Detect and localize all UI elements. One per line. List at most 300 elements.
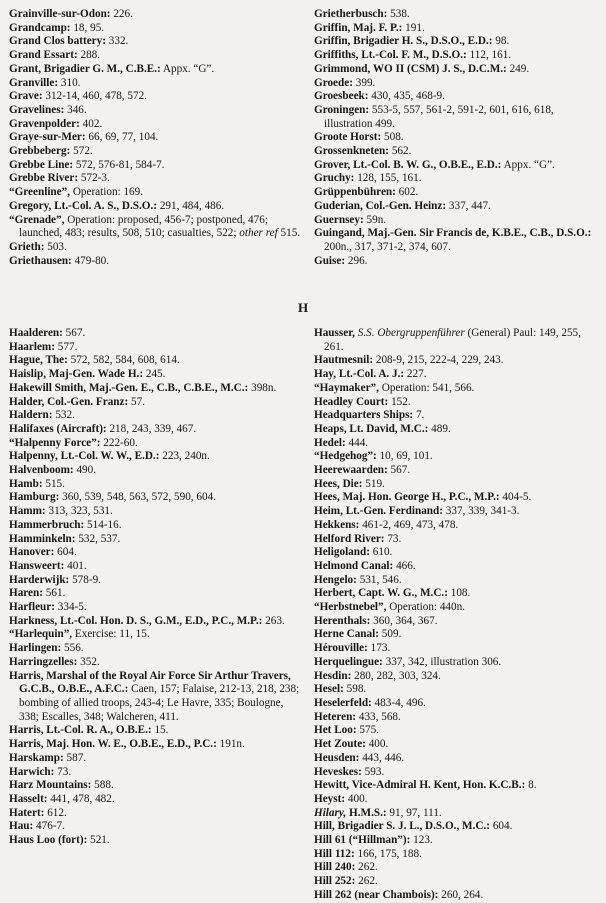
index-entry-rest: 402. [79,117,103,130]
index-entry-rest: 572-3. [78,172,110,185]
index-entry-hw: Harfleur: [9,601,55,614]
index-entry-hw: Grover, Lt.-Col. B. W. G., O.B.E., E.D.: [314,158,502,171]
index-entry [9,628,305,642]
index-entry-rest: 245. [143,368,166,381]
index-entry-hw: Griethausen: [9,254,72,267]
index-entry [314,848,602,862]
index-entry [314,478,602,492]
index-entry [314,172,602,186]
index-entry-hw: Gruchy: [314,172,355,185]
index-entry-hw: Harlingen: [9,642,62,655]
index-entry [314,104,602,131]
index-entry-rest2: (General) Paul: 149, 255, 261. [324,327,581,353]
index-entry-rest: 191. [402,21,425,34]
index-entry-rest: 483-4, 496. [371,696,426,709]
index-entry-hw: Griffiths, Lt.-Col. F. M., D.S.O.: [314,49,467,62]
index-entry [9,491,305,505]
index-entry-rest: Exercise: 11, 15. [72,628,150,641]
index-entry-rest: 441, 478, 482. [47,792,115,805]
index-entry-hw: Grieth: [9,240,45,253]
index-entry-rest: 291, 484, 486. [157,199,225,212]
index-entry [314,200,602,214]
index-entry-hw: Hedel: [314,436,346,449]
index-entry [9,766,305,780]
index-entry-rest: 262. [355,875,378,888]
index-entry-rest: 556. [61,642,84,655]
index-entry-hw: Heim, Lt.-Gen. Ferdinand: [314,505,443,518]
index-entry [9,450,305,464]
index-entry-rest: 8. [525,779,537,792]
index-entry [314,628,602,642]
index-entry-hw: Haldern: [9,409,53,422]
index-entry-hw: Hau: [9,820,34,833]
index-entry-hw: Heaps, Lt. David, M.C.: [314,422,429,435]
index-entry [9,90,305,104]
index-entry [9,368,305,382]
index-entry-rest: 577. [54,340,78,353]
index-column-top-left [9,8,305,268]
index-entry-rest: 360, 539, 548, 563, 572, 590, 604. [59,491,216,504]
index-entry-rest: 173. [367,642,391,655]
index-entry-rest: 604. [490,820,513,833]
index-entry [314,368,602,382]
index-entry-hw: Hamburg: [9,491,60,504]
index-entry-rest: 509. [378,628,402,641]
index-entry-hw: Gravenpolder: [9,117,80,130]
index-entry-rest: 430, 435, 468-9. [368,90,445,103]
index-entry-rest: 208-9, 215, 222-4, 229, 243. [373,354,504,367]
index-entry-hw: “Hedgehog”: [314,450,377,463]
index-entry-hw: Het Zoute: [314,738,366,751]
index-entry-hw: Gravelines: [9,103,65,116]
index-entry [9,63,305,77]
index-entry [314,8,602,22]
index-entry-rest: 567. [62,327,86,339]
index-entry-hw: Hague, The: [9,354,68,367]
index-entry-rest: 572, 576-81, 584-7. [73,158,165,171]
index-entry-rest: 398n. [248,381,277,394]
index-entry-rest: 191n. [216,738,245,751]
index-entry [9,35,305,49]
index-entry-hw: Hewitt, Vice-Admiral H. Kent, Hon. K.C.B.: [314,779,526,792]
index-entry-hw: Grüppenbühren: [314,186,396,199]
index-entry-hw: Hekkens: [314,518,360,531]
index-entry-hw: Hees, Die: [314,477,363,490]
index-entry-rest: 59n. [363,213,387,226]
index-entry-hw: Heyst: [314,792,346,805]
index-entry-hw: Hesdin: [314,669,352,682]
index-entry [314,437,602,451]
index-entry-hw: Gregory, Lt.-Col. A. S., D.S.O.: [9,199,158,212]
index-entry-rest: 404-5. [499,491,532,504]
index-entry-hw: Grietherbusch: [314,8,388,20]
index-entry-rest: 602. [395,186,419,199]
index-entry-rest: 98. [492,35,510,48]
index-entry [9,615,305,629]
index-entry-hw: Guingand, Maj.-Gen. Sir Francis de, K.B.E., C.B., D.S.O.: [314,227,592,240]
index-entry-hw: Hautmesnil: [314,354,374,367]
index-entry-hw: Halvenboom: [9,464,74,477]
index-entry-hw: Hamb: [9,477,43,490]
index-entry-hw: Hill 262 (near Chambois): [314,888,439,901]
index-entry [314,186,602,200]
index-entry [9,437,305,451]
index-entry-hw: Heselerfeld: [314,696,372,709]
index-entry-rest: 227. [404,368,427,381]
index-entry-hw: Hill, Brigadier S. J. L., D.S.O., M.C.: [314,820,491,833]
index-entry-rest: 578-9. [69,573,101,586]
index-entry-rest: 18, 95. [70,21,105,34]
index-entry-rest: 360, 364, 367. [370,614,438,627]
index-entry-hw: Hausser, [314,327,355,339]
index-entry-hw: Hill 252: [314,875,356,888]
index-entry-rest: Appx. “G”. [160,62,215,75]
index-entry-hw: Herbert, Capt. W. G., M.C.: [314,587,448,600]
index-entry-rest: 587. [63,751,87,764]
index-entry-rest: 572. [70,145,93,158]
index-entry [9,341,305,355]
index-entry-hw: Grainville-sur-Odon: [9,8,111,20]
index-entry-hw: Harz Mountains: [9,779,92,792]
index-entry [314,889,602,903]
index-entry-rest: 400. [345,792,368,805]
index-entry-rest: Caen, 157; Falaise, 212-13, 218, 238; bombing of allied troops, 243-4; Le Havre, 335; Boulogne, 338; Escalles, 348; Walcheren, 411. [19,683,300,723]
index-entry [9,200,305,214]
index-entry [9,49,305,63]
index-entry-rest: 108. [447,587,471,600]
index-entry-rest: 521. [87,834,110,847]
index-entry [9,752,305,766]
index-entry-hw: Hill 61 (“Hillman”): [314,834,411,847]
index-entry-rest: 226. [110,8,133,20]
index-entry-hw: “Herbstnebel”, [314,601,387,614]
index-entry-hw: Hay, Lt.-Col. A. J.: [314,368,405,381]
index-entry-hw: Hill 240: [314,861,356,874]
index-entry-hw: Hamminkeln: [9,532,76,545]
index-entry [314,491,602,505]
index-entry-hw: Grebbe River: [9,172,79,185]
index-entry-hw: Heveskes: [314,765,362,778]
index-entry-hw: Hamm: [9,505,46,518]
index-entry [314,779,602,793]
index-entry [9,738,305,752]
index-entry-rest: 223, 240n. [159,450,210,463]
index-entry [314,354,602,368]
index-column-top-right [314,8,602,268]
index-entry-rest: 562. [389,145,412,158]
index-entry-rest: 598. [343,683,367,696]
index-entry [9,670,305,725]
index-entry-hw: Guise: [314,254,346,267]
index-entry [314,560,602,574]
index-entry-rest: 461-2, 469, 473, 478. [359,518,459,531]
index-entry-rest: 57. [128,395,145,408]
index-entry-rest: 490. [73,464,97,477]
index-entry-hw: Harringzelles: [9,655,78,668]
index-entry-hw: “Harlequin”, [9,628,73,641]
index-entry-rest: 249. [506,62,530,75]
index-entry [9,382,305,396]
index-entry-rest: 561. [42,587,66,600]
index-entry-hw: Hengelo: [314,573,357,586]
index-entry-hw: Guderian, Col.-Gen. Heinz: [314,199,447,212]
index-entry-hw: Hatert: [9,806,45,819]
index-entry-rest: 532. [52,409,75,422]
index-entry-hw: Heteren: [314,710,357,723]
index-entry [314,90,602,104]
index-entry [9,255,305,269]
index-entry-rest: 312-14, 460, 478, 572. [42,90,147,103]
index-entry-rest: 73. [384,532,402,545]
index-entry [314,63,602,77]
index-entry [314,861,602,875]
index-entry [314,423,602,437]
index-entry [314,683,602,697]
index-entry-hw: Grebbeberg: [9,145,71,158]
index-entry [9,546,305,560]
index-entry-rest: 508. [381,131,404,144]
index-entry-rest: 152. [388,395,411,408]
index-entry [314,35,602,49]
index-entry-rest: 479-80. [71,254,110,267]
index-entry-hw: Harkness, Lt.-Col. Hon. D. S., G.M., E.D., P.C., M.P.: [9,614,263,627]
index-entry [9,241,305,255]
index-entry-hw: Grant, Brigadier G. M., C.B.E.: [9,62,161,75]
index-entry-hw: Haarlem: [9,340,55,353]
index-entry [314,711,602,725]
index-entry-rest: 260, 264. [438,888,484,901]
index-entry-rest2: 515. [277,227,301,240]
index-entry [314,464,602,478]
index-entry-rest: 313, 323, 531. [45,505,113,518]
index-entry-hw: Grossenkneten: [314,145,390,158]
index-entry [314,546,602,560]
index-entry [9,77,305,91]
index-entry-hw: Harris, Marshal of the Royal Air Force Sir Arthur Travers, G.C.B., O.B.E., A.F.C.: [9,669,291,696]
index-entry-rest: 288. [77,49,101,62]
index-entry [9,656,305,670]
index-entry-hw: Harwich: [9,765,55,778]
index-entry-rest: 519. [362,477,385,490]
index-entry [9,820,305,834]
index-entry-rest: 73. [54,765,72,778]
index-entry [9,396,305,410]
index-entry-hw: Hammerbruch: [9,518,85,531]
index-entry [9,8,305,22]
index-entry-hw: Groede: [314,76,353,89]
index-entry-rest: 593. [361,765,385,778]
index-entry-rest: Operation: 440n. [386,601,466,614]
index-entry [9,327,305,341]
index-entry-rest: 532, 537. [75,532,121,545]
index-entry [9,601,305,615]
index-entry [314,327,602,354]
index-entry [314,396,602,410]
index-entry [314,77,602,91]
index-entry-hw: Grandcamp: [9,21,71,34]
index-entry-rest: 567. [387,464,411,477]
index-entry-hw: Haus Loo (fort): [9,834,88,847]
index-entry [314,766,602,780]
index-entry [9,131,305,145]
index-entry [9,159,305,173]
index-entry [9,214,305,241]
index-entry-rest: 399. [352,76,376,89]
index-entry [9,145,305,159]
index-entry [9,519,305,533]
index-entry-hw: Griffin, Brigadier H. S., D.S.O., E.D.: [314,35,493,48]
index-entry-rest: 91, 97, 111. [386,806,442,819]
index-entry-hw: Herenthals: [314,614,371,627]
index-entry-hw: “Greenline”, [9,186,71,199]
index-entry [9,793,305,807]
index-entry-rest: 466. [393,559,416,572]
index-entry-rest: 200n., 317, 371-2, 374, 607. [324,240,451,253]
index-entry [9,505,305,519]
index-entry-hw: Grand Essart: [9,49,78,62]
index-entry [9,779,305,793]
index-entry-rest: 296. [345,254,368,267]
index-entry-rest: 476-7. [33,820,65,833]
index-entry [314,793,602,807]
index-entry-rest: 514-16. [84,518,122,531]
index-entry-rest: 531, 546. [356,573,402,586]
index-entry [9,172,305,186]
index-entry [314,159,602,173]
index-entry-hw: “Halpenny Force”: [9,436,101,449]
index-entry [9,724,305,738]
index-entry [314,820,602,834]
index-entry [9,478,305,492]
index-entry [314,834,602,848]
index-entry-hw: Heusden: [314,751,360,764]
index-entry-hw: Het Loo: [314,724,357,737]
index-entry-rest: 280, 282, 303, 324. [351,669,441,682]
index-entry [314,382,602,396]
index-entry [9,807,305,821]
index-entry [9,574,305,588]
index-entry [314,450,602,464]
index-entry [9,560,305,574]
index-entry-hw: Harris, Maj. Hon. W. E., O.B.E., E.D., P.C.: [9,738,217,751]
index-entry [9,423,305,437]
index-entry-rest: 222-60. [100,436,138,449]
index-entry-rest: Operation: proposed, 456-7; postponed, 476; launched, 483; results, 508, 510; casualties, 522; [19,213,268,240]
index-entry-hw: Herne Canal: [314,628,379,641]
index-entry-rest: 346. [64,103,87,116]
index-entry [314,574,602,588]
index-entry-hw: Helford River: [314,532,385,545]
index-entry [314,49,602,63]
index-entry [9,104,305,118]
index-entry [314,724,602,738]
index-entry-hw: Grave: [9,90,43,103]
index-entry-hw: “Grenade”, [9,213,65,226]
index-entry-hw: Heerewaarden: [314,464,388,477]
index-entry [9,533,305,547]
index-column-h-left [9,327,305,848]
index-entry-hw: Hesel: [314,683,344,696]
index-entry-rest: 610. [369,546,393,559]
index-entry-hw: “Haymaker”, [314,381,379,394]
index-entry-rest: 66, 69, 77, 104. [85,131,159,144]
index-entry [314,131,602,145]
index-entry [314,533,602,547]
index-column-h-right [314,327,602,903]
index-entry-rest: 588. [91,779,114,792]
index-entry-hw: Halpenny, Lt.-Col. W. W., E.D.: [9,450,160,463]
index-entry [9,464,305,478]
index-entry-hw: Harris, Lt.-Col. R. A., O.B.E.: [9,724,152,737]
index-entry [314,409,602,423]
index-entry-hw: Griffin, Maj. F. P.: [314,21,403,34]
index-entry-hw: Halifaxes (Aircraft): [9,422,107,435]
index-entry-rest: 10, 69, 101. [376,450,433,463]
index-entry-rest: 166, 175, 188. [354,847,422,860]
index-entry-hwIt: Hilary, [314,806,347,819]
index-entry-rest: Appx. “G”. [501,158,555,171]
index-entry-rest: 332. [105,35,129,48]
index-entry-rest: 334-5. [54,601,87,614]
index-entry [9,409,305,423]
index-entry-rest: 444. [345,436,369,449]
index-entry-hw: Hérouville: [314,642,368,655]
index-entry-rest: 218, 243, 339, 467. [106,422,197,435]
index-entry [9,22,305,36]
index-entry [9,118,305,132]
index-entry-rest: 352. [77,655,100,668]
index-entry-rest: 489. [428,422,451,435]
index-entry-hw: Headley Court: [314,395,389,408]
index-entry-rest: 123. [410,834,433,847]
index-entry-it: S.S. Obergruppenführer [354,327,465,339]
index-entry [9,186,305,200]
index-entry [314,738,602,752]
index-entry-rest: 337, 447. [446,199,491,212]
index-entry-hw: Hasselt: [9,792,48,805]
index-entry-hw: Groesbeek: [314,90,369,103]
index-entry-rest: Operation: 541, 566. [378,381,475,394]
index-entry [314,875,602,889]
index-entry-hw: Hansweert: [9,559,65,572]
index-entry-hw: Graye-sur-Mer: [9,131,86,144]
index-entry [9,354,305,368]
index-entry-rest: 263. [262,614,285,627]
index-entry [314,807,602,821]
index-entry-hw: Haislip, Maj-Gen. Wade H.: [9,368,144,381]
index-entry [314,145,602,159]
index-entry-rest: 515. [42,477,65,490]
index-entry [314,697,602,711]
index-entry-hw: Grand Clos battery: [9,35,106,48]
index-entry-rest: 401. [64,559,87,572]
index-entry-rest: 400. [365,738,389,751]
index-entry-hw: Groningen: [314,103,370,116]
index-entry-it: other ref [236,227,278,240]
index-entry-hw: Harderwijk: [9,573,70,586]
index-entry-hw: Haalderen: [9,327,63,339]
index-entry-hw: Harskamp: [9,751,64,764]
index-entry [314,656,602,670]
index-entry-rest: 128, 155, 161. [354,172,422,185]
index-entry-rest: 538. [387,8,410,20]
index-entry-hw: Grebbe Line: [9,158,74,171]
index-entry-rest: 572, 582, 584, 608, 614. [67,354,180,367]
index-entry-hw: Halder, Col.-Gen. Franz: [9,395,129,408]
index-entry-hw: Granville: [9,76,59,89]
index-entry [9,834,305,848]
index-entry-rest: 612. [44,806,67,819]
